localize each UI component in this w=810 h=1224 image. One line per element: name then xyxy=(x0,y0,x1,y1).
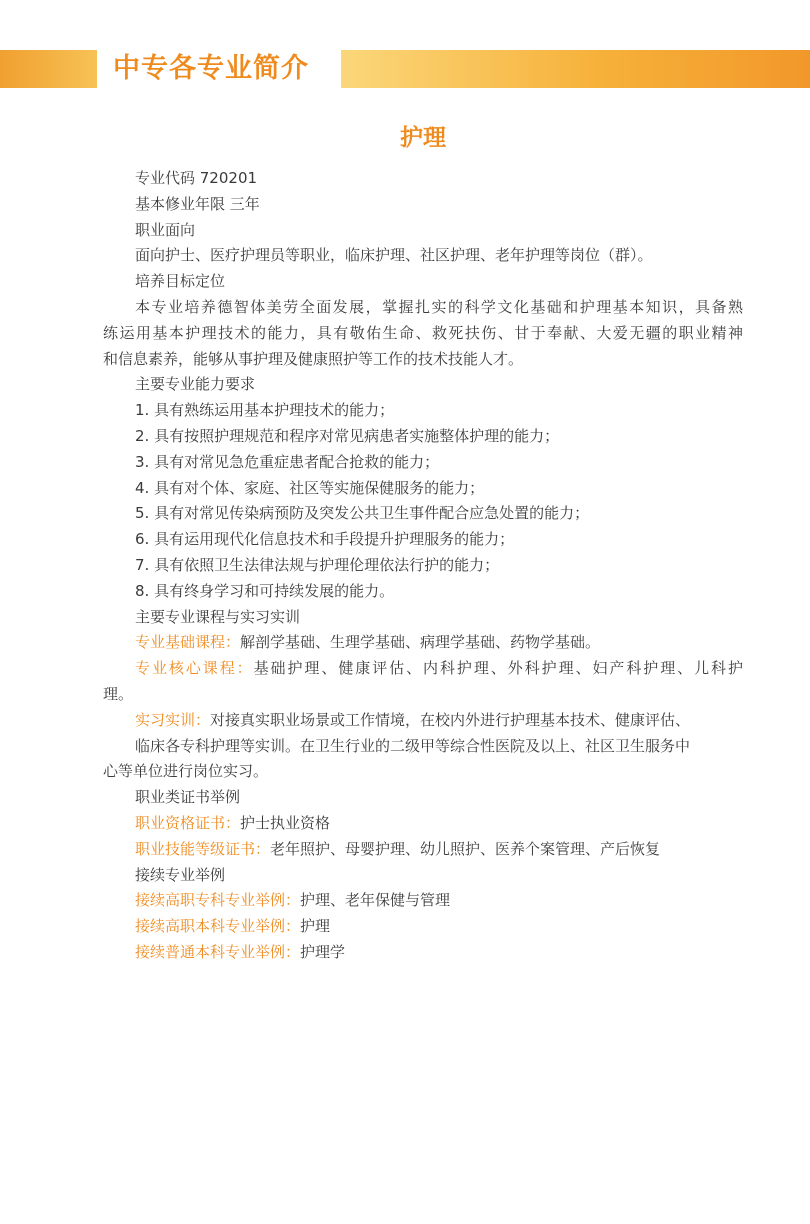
course-heading: 主要专业课程与实习实训 xyxy=(135,607,301,626)
major-description xyxy=(103,166,743,966)
higher-vocational xyxy=(103,888,743,914)
general-bachelor-text: 护理学 xyxy=(300,942,346,961)
core-courses-label: 专业核心课程： xyxy=(135,659,254,678)
core-courses-text-cont: 理。 xyxy=(103,684,134,703)
skill-label: 职业技能等级证书： xyxy=(135,839,271,858)
ability-item: 1. 具有熟练运用基本护理技术的能力； xyxy=(135,401,395,420)
skill-text: 老年照护、母婴护理、幼儿照护、医养个案管理、产后恢复 xyxy=(270,839,661,858)
general-bachelor xyxy=(103,940,743,966)
banner-right-bar xyxy=(341,50,810,88)
qualification-label: 职业资格证书： xyxy=(135,813,241,832)
career-text: 面向护士、医疗护理员等职业，临床护理、社区护理、老年护理等岗位（群）。 xyxy=(135,246,653,265)
ability-item: 4. 具有对个体、家庭、社区等实施保健服务的能力； xyxy=(135,478,485,497)
higher-bachelor-label: 接续高职本科专业举例： xyxy=(135,917,301,936)
banner-title: 中专各专业简介 xyxy=(113,53,309,84)
header-banner xyxy=(0,50,810,88)
study-duration: 基本修业年限 三年 xyxy=(135,194,260,213)
basic-courses xyxy=(103,630,743,656)
goal-text-line: 练运用基本护理技术的能力，具有敬佑生命、救死扶伤、甘于奉献、大爱无疆的职业精神 xyxy=(103,323,743,342)
major-title: 护理 xyxy=(400,125,446,151)
ability-item: 2. 具有按照护理规范和程序对常见病患者实施整体护理的能力； xyxy=(135,426,560,445)
ability-item: 5. 具有对常见传染病预防及突发公共卫生事件配合应急处置的能力； xyxy=(135,504,590,523)
ability-item: 8. 具有终身学习和可持续发展的能力。 xyxy=(135,581,395,600)
practice-text-cont: 心等单位进行岗位实习。 xyxy=(103,762,269,781)
goal-text-line: 本专业培养德智体美劳全面发展，掌握扎实的科学文化基础和护理基本知识，具备熟 xyxy=(135,297,743,316)
career-heading: 职业面向 xyxy=(135,220,196,239)
qualification-cert xyxy=(103,811,743,837)
core-courses-text: 基础护理、健康评估、内科护理、外科护理、妇产科护理、儿科护 xyxy=(253,659,743,678)
higher-vocational-text: 护理、老年保健与管理 xyxy=(300,891,451,910)
continue-heading: 接续专业举例 xyxy=(135,865,226,884)
practice-text: 对接真实职业场景或工作情境，在校内外进行护理基本技术、健康评估、 xyxy=(210,710,691,729)
higher-bachelor-text: 护理 xyxy=(300,917,331,936)
banner-left-bar xyxy=(0,50,97,88)
practice-label: 实习实训： xyxy=(135,710,211,729)
skill-cert xyxy=(103,837,743,863)
core-courses xyxy=(103,656,743,682)
qualification-text: 护士执业资格 xyxy=(240,813,331,832)
general-bachelor-label: 接续普通本科专业举例： xyxy=(135,942,301,961)
basic-courses-label: 专业基础课程： xyxy=(135,633,241,652)
ability-heading: 主要专业能力要求 xyxy=(135,375,256,394)
higher-vocational-label: 接续高职专科专业举例： xyxy=(135,891,301,910)
goal-text-line: 和信息素养，能够从事护理及健康照护等工作的技术技能人才。 xyxy=(103,349,524,368)
practice-training xyxy=(103,708,743,734)
major-code: 专业代码 720201 xyxy=(135,169,258,187)
ability-item: 6. 具有运用现代化信息技术和手段提升护理服务的能力； xyxy=(135,530,515,549)
ability-item: 7. 具有依照卫生法律法规与护理伦理依法行护的能力； xyxy=(135,555,500,574)
basic-courses-text: 解剖学基础、生理学基础、病理学基础、药物学基础。 xyxy=(240,633,601,652)
practice-text-cont: 临床各专科护理等实训。在卫生行业的二级甲等综合性医院及以上、社区卫生服务中 xyxy=(135,736,691,755)
higher-bachelor xyxy=(103,914,743,940)
cert-heading: 职业类证书举例 xyxy=(135,788,241,807)
ability-item: 3. 具有对常见急危重症患者配合抢救的能力； xyxy=(135,452,440,471)
goal-heading: 培养目标定位 xyxy=(135,272,226,291)
